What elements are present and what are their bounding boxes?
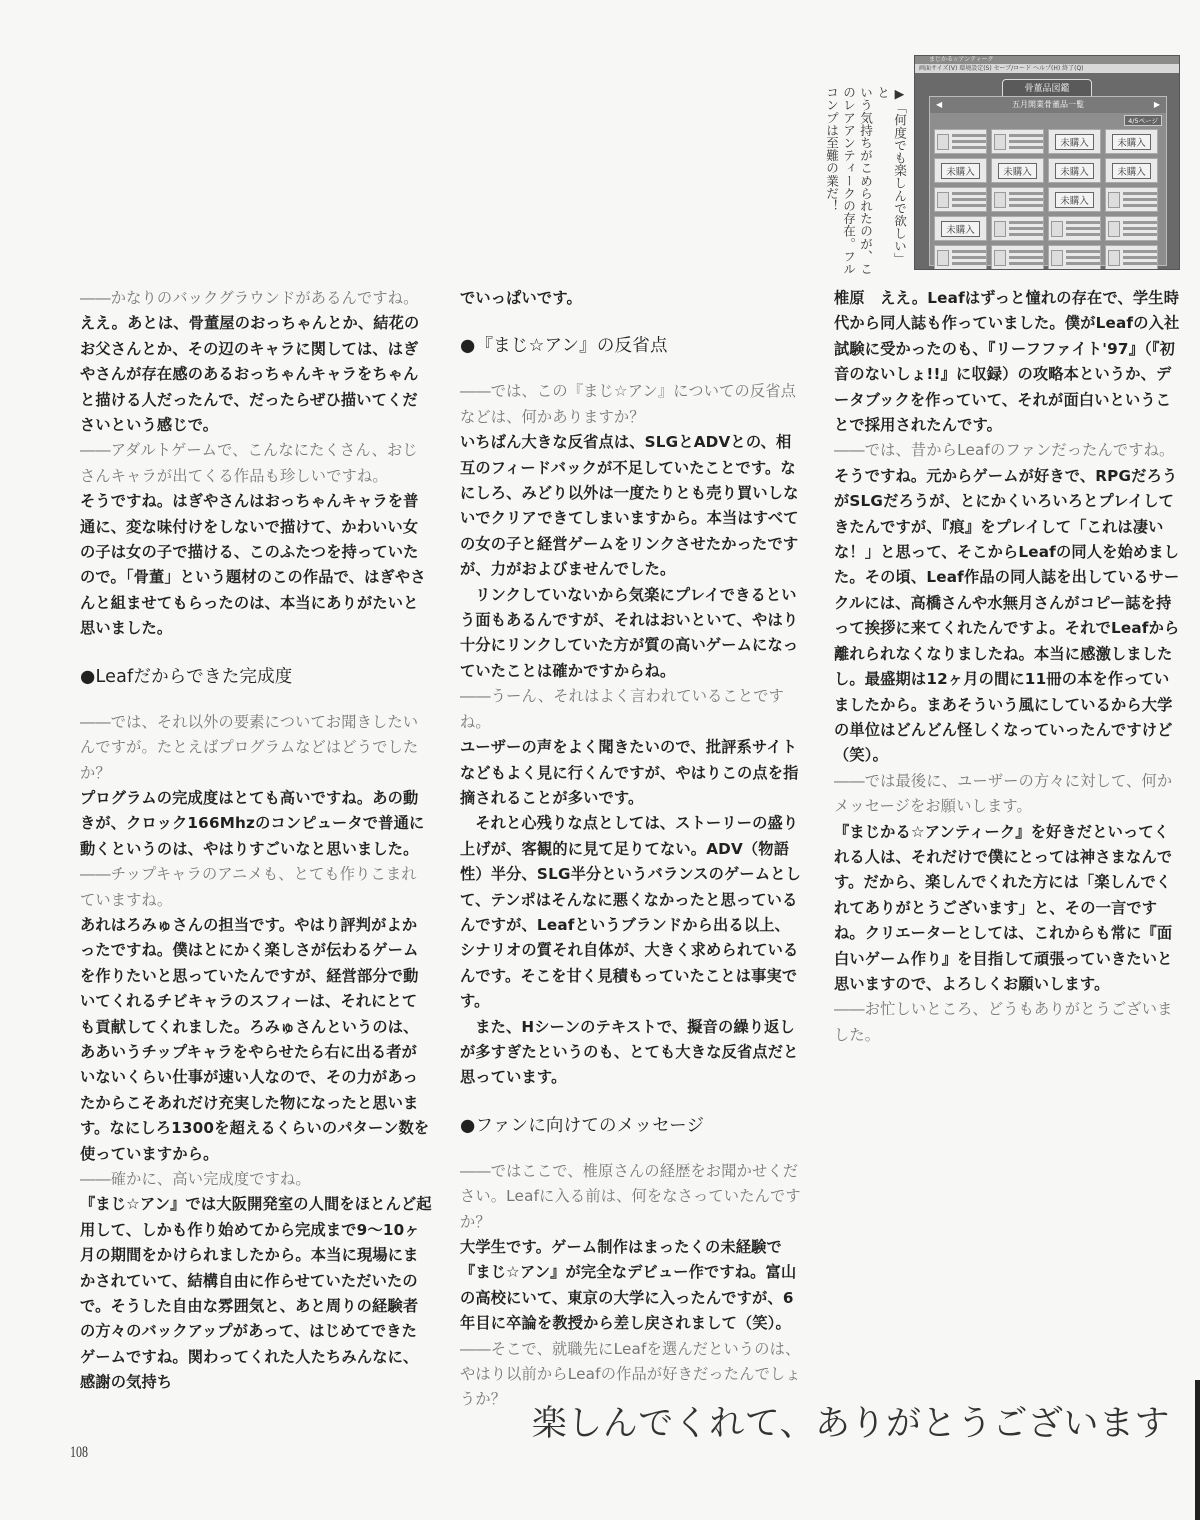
unpurchased-label: 未購入 [941, 221, 980, 237]
interviewee-answer: でいっぱいです。 [460, 289, 582, 307]
antique-info [1009, 131, 1043, 152]
interviewer-question: ――かなりのバックグラウンドがあるんですね。 [80, 289, 419, 307]
game-screenshot [914, 55, 1180, 270]
unpurchased-cell [1048, 158, 1101, 183]
antique-thumbnail [994, 134, 1006, 150]
interviewee-answer: いちばん大きな反省点は、SLGとADVとの、相互のフィードバックが不足していたことです。なにしろ、みどり以外は一度たりとも売り買いしないでクリアできてしまいますから。本当はすべての女の子と経営ゲームをリンクさせたかったですが、力がおよびませんでした。 [460, 433, 799, 579]
interviewee-answer: 『まじ☆アン』では大阪開発室の人間をほとんど起用して、しかも作り始めてから完成まで9～10ヶ月の期間をかけられましたから。本当に現場にまかされていて、結構自由に作らせていただいたので。そうした自由な雰囲気と、あと周りの経験者の方々のバックアップがあって、はじめてできたゲームですね。関わってくれた人たちみんなに、感謝の気持ち [80, 1195, 432, 1392]
antique-item-cell [1048, 245, 1101, 270]
interviewer-question: ――確かに、高い完成度ですね。 [80, 1170, 311, 1188]
antique-thumbnail [994, 250, 1006, 266]
interviewee-answer: ユーザーの声をよく聞きたいので、批評系サイトなどもよく見に行くんですが、やはりこの点を指摘されることが多いです。 [460, 738, 799, 807]
antique-info [1009, 247, 1043, 268]
antique-info [1123, 218, 1157, 239]
unpurchased-cell [934, 158, 987, 183]
antique-item-cell [934, 245, 987, 270]
antique-thumbnail [937, 250, 949, 266]
antique-thumbnail [1108, 250, 1120, 266]
antique-info [952, 247, 986, 268]
antique-item-cell [1105, 187, 1158, 212]
interviewer-question: ――では最後に、ユーザーの方々に対して、何かメッセージをお願いします。 [834, 771, 1173, 816]
interviewee-answer: プログラムの完成度はとても高いですね。あの動きが、クロック166Mhzのコンピュータで普通に動くというのは、やはりすごいなと思いました。 [80, 788, 425, 858]
unpurchased-label: 未購入 [998, 163, 1037, 179]
section-heading: ●Leafだからできた完成度 [80, 666, 293, 687]
antique-item-cell [934, 129, 987, 154]
screenshot-titlebar: まじかる☆アンティーク [915, 56, 1179, 64]
antique-item-cell [1105, 245, 1158, 270]
antique-info [1009, 218, 1043, 239]
page-indicator: 4/5ページ [1124, 115, 1162, 126]
antique-item-cell [991, 129, 1044, 154]
interviewer-question: ――では、昔からLeafのファンだったんですね。 [834, 441, 1175, 460]
antique-item-cell [991, 216, 1044, 241]
interviewee-answer: 椎原 ええ。Leafはずっと憧れの存在で、学生時代から同人誌も作っていました。僕がLeafの入社試験に受かったのも、『リーフファイト'97』（『初音のないしょ!!』に収録）の攻略本というか、データブックを作っていて、それが面白いということで採用されたんです。 [834, 289, 1180, 435]
antique-grid [934, 129, 1162, 270]
interviewer-question: ――お忙しいところ、どうもありがとうございました。 [834, 1000, 1173, 1044]
article-column-2 [460, 286, 802, 1413]
unpurchased-label: 未購入 [941, 163, 980, 179]
interviewee-answer: リンクしていないから気楽にプレイできるという面もあるんですが、それはおいといて、やはり十分にリンクしていた方が質の高いゲームになっていたことは確かですからね。 [460, 585, 799, 680]
section-heading: ●ファンに向けてのメッセージ [460, 1115, 705, 1136]
antique-info [1123, 189, 1157, 210]
antique-info [1123, 247, 1157, 268]
arrow-left-icon: ◀ [936, 100, 943, 109]
unpurchased-cell [934, 216, 987, 241]
screenshot-caption [824, 86, 908, 276]
screenshot-banner: 骨董品図鑑 [1002, 79, 1092, 99]
article-column-1 [80, 286, 432, 1396]
interviewee-answer: 大学生です。ゲーム制作はまったくの未経験で『まじ☆アン』が完全なデビュー作ですね。富山の高校にいて、東京の大学に入ったんですが、6年目に卒論を教授から差し戻されまして（笑）。 [460, 1238, 797, 1333]
caption-line: ▶「何度でも楽しんで欲しい」と [875, 86, 907, 265]
interviewee-answer: ええ。あとは、骨董屋のおっちゃんとか、結花のお父さんとか、その辺のキャラに関しては、はぎやさんが存在感のあるおっちゃんキャラをちゃんと描ける人だったんで、だったらぜひ描いてくださいという感じで。 [80, 314, 420, 435]
interviewer-question: ――チップキャラのアニメも、とても作りこまれていますね。 [80, 865, 417, 909]
unpurchased-cell [1105, 129, 1158, 154]
antique-thumbnail [1051, 221, 1063, 237]
antique-thumbnail [1051, 250, 1063, 266]
antique-info [952, 189, 986, 210]
arrow-right-icon: ▶ [1153, 100, 1160, 109]
caption-line: コンプは至難の業だ！ [824, 86, 839, 212]
antique-item-cell [1048, 216, 1101, 241]
unpurchased-cell [991, 158, 1044, 183]
unpurchased-label: 未購入 [1055, 134, 1094, 150]
antique-info [1066, 218, 1100, 239]
unpurchased-label: 未購入 [1112, 163, 1151, 179]
antique-info [1066, 247, 1100, 268]
interviewee-answer: そうですね。元からゲームが好きで、RPGだろうがSLGだろうが、とにかくいろいろとプレイしてきたんですが、『痕』をプレイして「これは凄いな！」と思って、そこからLeafの同人を始めました。その頃、Leaf作品の同人誌を出しているサークルには、高橋さんや水無月さんがコピー誌を持って挨拶に来てくれたんですよ。それでLeafから離れられなくなりましたね。本当に感激しましたし。最盛期は12ヶ月の間に11冊の本を作っていましたから。まあそういう風にしているから大学の単位はどんどん怪しくなっていったんですけど（笑）。 [834, 466, 1180, 765]
interviewer-question: ――では、それ以外の要素についてお聞きしたいんですが。たとえばプログラムなどはどうでしたか？ [80, 712, 419, 782]
interviewee-answer: それと心残りな点としては、ストーリーの盛り上げが、客観的に見て足りてない。ADV（物語性）半分、SLG半分というバランスのゲームとして、テンポはそんなに悪くなかったと思っているんですが、Leafというブランドから出る以上、シナリオの質それ自体が、大きく求められているんです。そこを甘く見積もっていたことは事実です。 [460, 814, 801, 1011]
caption-line: のレアアンティークの存在。フル [841, 86, 856, 275]
antique-thumbnail [1108, 221, 1120, 237]
antique-thumbnail [1108, 192, 1120, 208]
interviewee-answer: また、Hシーンのテキストで、擬音の繰り返しが多すぎたというのも、とても大きな反省点だと思っています。 [460, 1017, 799, 1087]
unpurchased-label: 未購入 [1112, 134, 1151, 150]
interviewee-answer: あれはろみゅさんの担当です。やはり評判がよかったですね。僕はとにかく楽しさが伝わるゲームを作りたいと思っていたんですが、経営部分で動いてくれるチビキャラのスフィーは、それにとても貢献してくれました。ろみゅさんというのは、ああいうチップキャラをやらせたら右に出る者がいないくらい仕事が速い人なので、その力があったからこそあれだけ充実した物になったと思います。なにしろ1300を超えるくらいのパターン数を使っていますから。 [80, 915, 430, 1163]
antique-item-cell [934, 187, 987, 212]
interviewee-answer: 『まじかる☆アンティーク』を好きだといってくれる人は、それだけで僕にとっては神さまなんです。だから、楽しんでくれた方には「楽しんでくれてありがとうございます」と、その一言ですね。クリエーターとしては、これからも常に『面白いゲーム作り』を目指して頑張っていきたいと思いますので、よろしくお願いします。 [834, 822, 1173, 993]
unpurchased-cell [1048, 129, 1101, 154]
page-tagline: 楽しんでくれて、ありがとうございます [531, 1404, 1170, 1444]
antique-thumbnail [994, 221, 1006, 237]
interviewer-question: ――ではここで、椎原さんの経歴をお聞かせください。Leafに入る前は、何をなさっていたんですか？ [460, 1161, 801, 1231]
article-column-3 [834, 286, 1180, 1048]
interviewer-question: ――そこで、就職先にLeafを選んだというのは、やはり以前からLeafの作品が好きだったんでしょうか？ [460, 1339, 801, 1409]
unpurchased-label: 未購入 [1055, 163, 1094, 179]
antique-list-panel [929, 96, 1167, 266]
unpurchased-cell [1048, 187, 1101, 212]
page-number: 108 [70, 1444, 88, 1461]
interviewer-question: ――うーん、それはよく言われていることですね。 [460, 687, 785, 731]
panel-header [930, 97, 1166, 113]
antique-item-cell [991, 187, 1044, 212]
antique-thumbnail [937, 192, 949, 208]
unpurchased-label: 未購入 [1055, 192, 1094, 208]
unpurchased-cell [1105, 158, 1158, 183]
antique-info [952, 131, 986, 152]
antique-thumbnail [937, 134, 949, 150]
antique-info [1009, 189, 1043, 210]
section-heading: ●『まじ☆アン』の反省点 [460, 336, 668, 357]
interviewer-question: ――アダルトゲームで、こんなにたくさん、おじさんキャラが出てくる作品も珍しいですね。 [80, 441, 418, 485]
antique-item-cell [991, 245, 1044, 270]
screenshot-menubar: 画面サイズ(V) 環境設定(S) セーブ/ロード ヘルプ(H) 終了(Q) [915, 64, 1179, 73]
caption-line: いう気持ちがこめられたのが、こ [858, 86, 873, 275]
antique-thumbnail [994, 192, 1006, 208]
page-edge-mark [1195, 1380, 1200, 1520]
interviewee-answer: そうですね。はぎやさんはおっちゃんキャラを普通に、変な味付けをしないで描けて、かわいい女の子は女の子で描ける、このふたつを持っていたので。「骨董」という題材のこの作品で、はぎやさんと組ませてもらったのは、本当にありがたいと思いました。 [80, 492, 426, 638]
panel-title: 五月開業骨董品一覧 [1012, 100, 1084, 109]
antique-item-cell [1105, 216, 1158, 241]
interviewer-question: ――では、この『まじ☆アン』についての反省点などは、何かありますか？ [460, 382, 797, 426]
